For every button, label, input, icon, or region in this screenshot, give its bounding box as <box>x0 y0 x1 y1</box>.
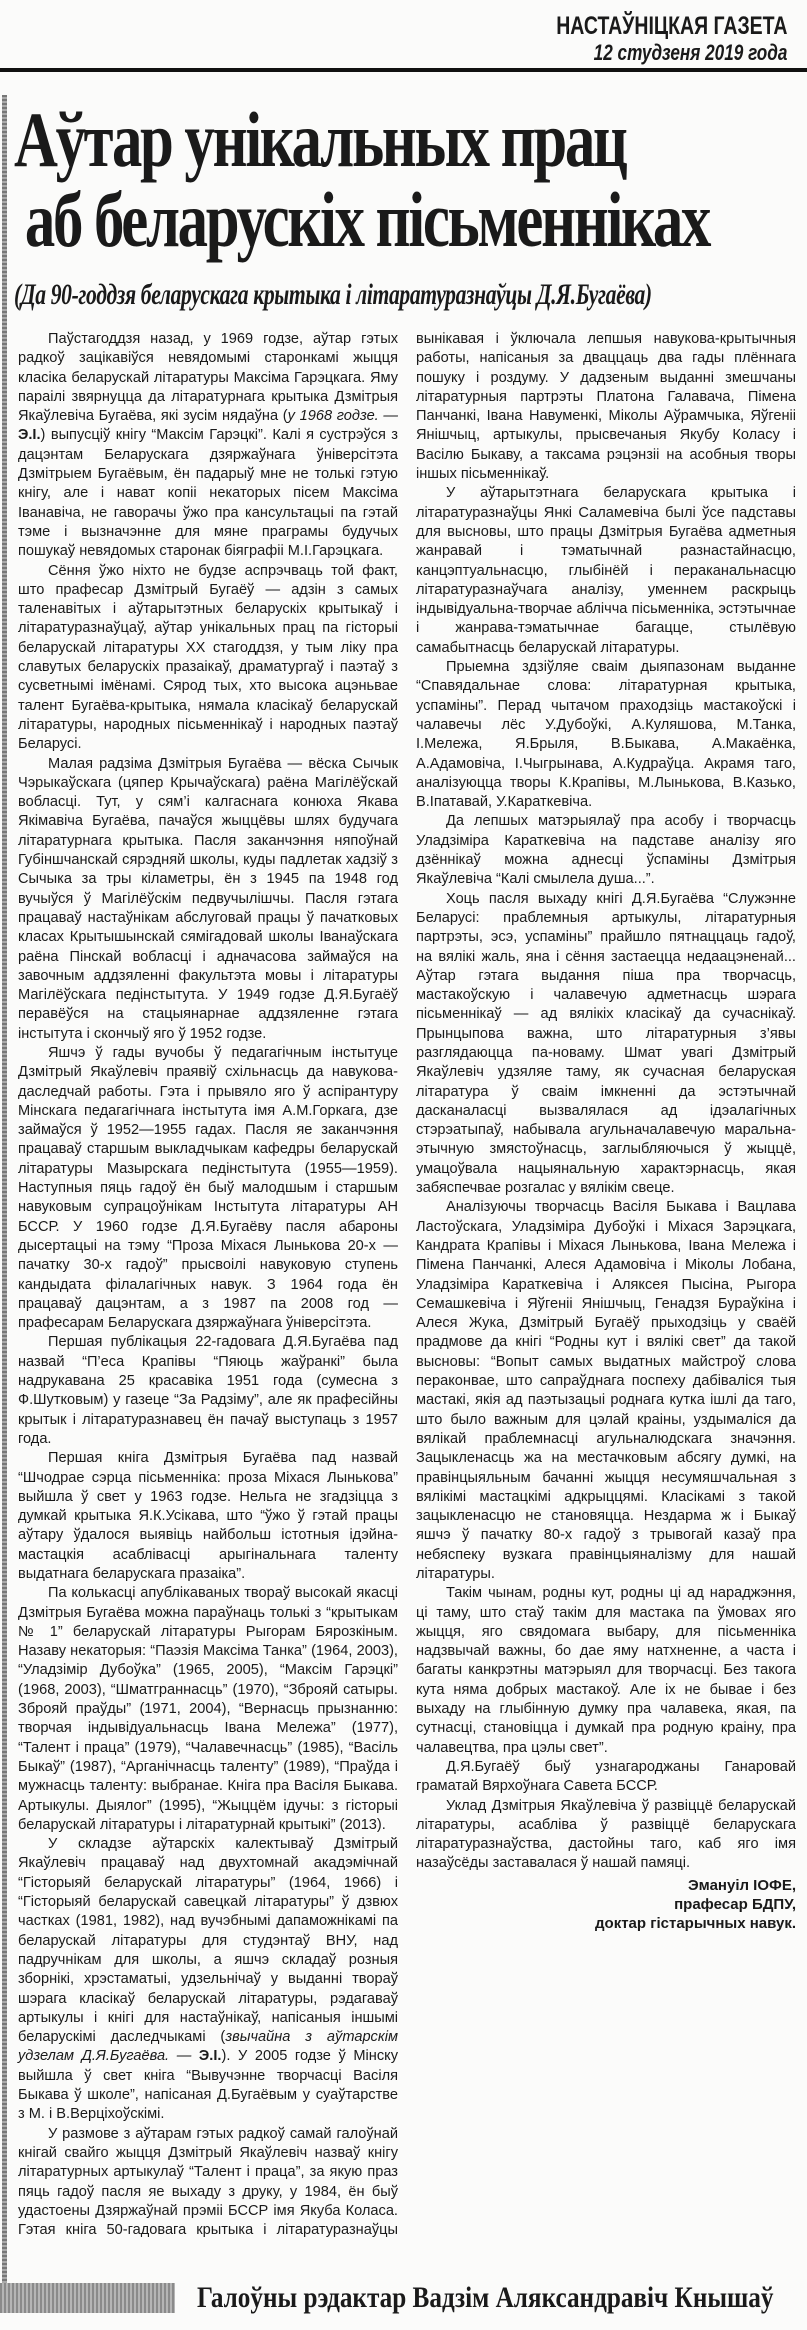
title-line-1: Аўтар унікальных прац <box>14 96 626 183</box>
author-name: Эмануіл ІОФЕ, <box>688 1876 796 1894</box>
paragraph: Уклад Дзмітрыя Якаўлевіча ў развіццё беларускай літаратуры, асабліва ў развіццё беларускага літаратуразнаўства, дастойны таго, каб яго імя назаўсёды заставалася ў нашай памяці. <box>416 1797 796 1872</box>
paragraph: Прыемна здзіўляе сваім дыяпазонам выданне “Спавядальнае слова: літаратурная крытыка, успаміны”. Перад чытачом праходзіць мастакоўскі і чалавечы лёс У.Дубоўкі, А.Куляшова, М.Танка, І.Мележа, Я.Брыля, В.Быкава, А.Макаёнка, А.Адамовіча, І.Чыгрынава, А.Кудраўца. Акрамя таго, аналізуюцца творы К.Крапівы, М.Лынькова, В.Казько, В.Іпатавай, У.Караткевіча. <box>416 659 796 811</box>
author-degree: доктар гістарычных навук. <box>595 1914 796 1932</box>
paragraph: Першая кніга Дзмітрыя Бугаёва пад назвай “Шчодрае сэрца пісьменніка: проза Міхася Лынькова” выйшла ў свет у 1963 годзе. Нельга не згадзіцца з думкай крытыка Я.К.Усікава, што “ўжо ў гэтай працы аўтару ўдалося выявіць найбольш істотныя ідэйна-мастацкія асаблівасці арыгінальнага таленту выдатнага беларускага празаіка”. <box>18 1450 398 1582</box>
paragraph: Паўстагоддзя назад, у 1969 годзе, аўтар гэтых радкоў зацікавіўся невядомымі старонкамі жыцця класіка беларускай літаратуры Максіма Гарэцкага. Яму параілі звярнуцца да літаратурнага крытыка Дзмітрыя Якаўлевіча Бугаёва, які зусім нядаўна (у 1968 годзе. — Э.І.) выпусціў кнігу “Максім Гарэцкі”. Калі я сустрэўся з дацэнтам Беларускага дзяржаўнага ўніверсітэта Дзмітрыем Бугаёвым, ён падарыў мне не толькі гэтую кнігу, але і нават копіі некаторых пісем Максіма Іванавіча, не гаворачы ўжо пра кансультацыі па гэтай тэме і вызначэнне для мяне праграмы будучых пошукаў невядомых старонак біяграфіі М.І.Гарэцкага. <box>18 331 399 560</box>
article-title <box>14 96 710 263</box>
issue-date: 12 студзеня 2019 года <box>593 40 787 65</box>
paragraph: Па колькасці апублікаваных твораў высокай якасці Дзмітрыя Бугаёва можна параўнаць толькі з “крытыкам № 1” беларускай літаратуры Рыгорам Бярозкіным. Назаву некаторыя: “Паэзія Максіма Танка” (1964, 2003), “Уладзімір Дубоўка” (1965, 2005), “Максім Гарэцкі” (1968, 2003), “Шматграннасць” (1970), “Зброяй сатыры. Зброяй праўды” (1971, 2004), “Вернасць прызнанню: творчая індывідуальнасць Івана Мележа” (1977), “Талент і праца” (1979), “Чалавечнасць” (1985), “Васіль Быкаў” (1987), “Арганічнасць таленту” (1989), “Праўда і мужнасць таленту: выбранае. Кніга пра Васіля Быкава. Артыкулы. Дыялог” (1995), “Жыццём ідучы: з гісторыі беларускай літаратуры і літаратурнай крытыкі” (2013). <box>18 1585 398 1833</box>
masthead <box>491 12 787 66</box>
newspaper-name: НАСТАЎНІЦКАЯ ГАЗЕТА <box>555 12 787 40</box>
title-line-2: аб беларускіх пісьменніках <box>24 176 710 263</box>
author-position: прафесар БДПУ, <box>674 1895 796 1913</box>
paragraph: Да лепшых матэрыялаў пра асобу і творчасць Уладзіміра Караткевіча на падставе аналізу яго дзённікаў можна аднесці ўспаміны Дзмітрыя Якаўлевіча “Калі смылела душа...”. <box>416 813 796 888</box>
paragraph: Малая радзіма Дзмітрыя Бугаёва — вёска Сычык Чэрыкаўскага (цяпер Крычаўскага) раёна Магілёўскай вобласці. Тут, у сям’і калгаснага конюха Якава Якімавіча Бугаёва, пачаўся жыццёвы шлях будучага літаратурнага крытыка. Пасля заканчэння няпоўнай Губіншчанскай сярэдняй школы, куды падлетак хадзіў з Сычыка за тры кіламетры, ён з 1945 па 1948 год вучыўся ў Магілёўскім педвучылішчы. Пасля гэтага працаваў настаўнікам абслуговай працы ў пачатковых класах Крытышынскай сямігадовай школы Іванаўскага раёна Пінскай вобласці і адначасова займаўся на завочным аддзяленні факультэта мовы і літаратуры Магілёўскага педінстытута. У 1949 годзе Д.Я.Бугаёў перавёўся на стацыянарнае аддзяленне гэтага інстытута і скончыў яго ў 1952 годзе. <box>18 755 398 1042</box>
footer-decorative-bar <box>0 2283 175 2313</box>
article-subtitle: (Да 90-годдзя беларускага крытыка і літаратуразнаўцы Д.Я.Бугаёва) <box>14 278 652 311</box>
paragraph: Д.Я.Бугаёў быў узнагароджаны Ганаровай граматай Вярхоўнага Савета БССР. <box>416 1758 796 1795</box>
editor-in-chief: Галоўны рэдактар Вадзім Аляксандравіч Кнышаў <box>197 2281 774 2314</box>
paragraph: Першая публікацыя 22-гадовага Д.Я.Бугаёва пад назвай “П’еса Крапівы “Пяюць жаўранкі” была надрукавана 25 красавіка 1951 года (сумесна з Ф.Шутковым) у газеце “За Радзіму”, але як прафесійны крытык і літаратуразнавец ён пачаў выступаць з 1957 года. <box>18 1334 398 1447</box>
paragraph: Яшчэ ў гады вучобы ў педагагічным інстытуце Дзмітрый Якаўлевіч праявіў схільнасць да навукова-даследчай работы. Гэта і прывяло яго ў аспірантуру Мінскага педагагічнага інстытута імя А.М.Горкага, дзе займаўся ў 1952—1955 гадах. Пасля яе заканчэння працаваў старшым выкладчыкам кафедры беларускай літаратуры Мазырскага педінстытута (1955—1959). Наступныя пяць гадоў ён быў малодшым і старшым навуковым супрацоўнікам Інстытута літаратуры АН БССР. У 1960 годзе Д.Я.Бугаёву пасля абароны дысертацыі на тэму “Проза Міхася Лынькова 20-х — пачатку 30-х гадоў” прысвоілі навуковую ступень кандыдата філалагічных навук. З 1964 года ён працаваў дацэнтам, а з 1987 па 2008 год — прафесарам Беларускага дзяржаўнага ўніверсітэта. <box>18 1044 398 1332</box>
paragraph: Хоць пасля выхаду кнігі Д.Я.Бугаёва “Служэнне Беларусі: праблемныя артыкулы, літаратурныя партрэты, эсэ, успаміны” прайшло пятнаццаць гадоў, на вялікі жаль, яна і сёння застаецца недаацэненай... Аўтар гэтага выдання піша пра творчасць, мастакоўскую і чалавечую адметнасць шэрага пісьменнікаў — ад вялікіх класікаў да сучаснікаў. Прынцыпова важна, што літаратурныя з’явы разглядаюцца па-новаму. Шмат увагі Дзмітрый Якаўлевіч удзяляе таму, як сучасная беларуская літаратура ў сваім імкненні да эстэтычнай дасканаласці вызвалялася ад ідэалагічных стэрэатыпаў, набывала агульначалавечую маральна-этычную змястоўнасць, заглыбляючыся ў жыццё, умацоўвала нацыянальную характэрнасць, якая забяспечвае розгалас у вялікім свеце. <box>416 890 796 1197</box>
paragraph: У складзе аўтарскіх калектываў Дзмітрый Якаўлевіч працаваў над двухтомнай акадэмічнай “Гісторыяй беларускай літаратуры” (1964, 1966) і “Гісторыяй беларускай савецкай літаратуры” ў дзвюх частках (1981, 1982), над вучэбнымі дапаможнікамі па беларускай літаратуры для студэнтаў ВНУ, над падручнікам для школы, а яшчэ складаў розныя зборнікі, хрэстаматыі, удзельнічаў у выданні твораў шэрага класікаў беларускай літаратуры, рэдагаваў артыкулы і кнігі для настаўнікаў, напісаныя іншымі беларускімі даследчыкамі (звычайна з аўтарскім удзелам Д.Я.Бугаёва. — Э.І.). У 2005 годзе ў Мінску выйшла ў свет кніга “Вывучэнне творчасці Васіля Быкава ў школе”, напісаная Д.Бугаёвым у суаўтарстве з М. і В.Верціхоўскімі. <box>18 1836 399 2123</box>
left-border-stripe <box>2 95 7 2290</box>
paragraph: Такім чынам, родны кут, родны ці ад нараджэння, ці таму, што стаў такім для мастака па ўмовах яго жыцця, яго свядомага выбару, для пісьменніка надзвычай важны, бо дае яму натхненне, а часта і багаты канкрэтны матэрыял для творчасці. Без такога кута няма добрых мастакоў. Але іх не бывае і без выхаду на глыбінную думку пра чалавека, якая, па сутнасці, становіцца і думкай пра родную краіну, пра чалавецтва, пра цэлы свет”. <box>416 1585 796 1756</box>
article-body <box>18 330 796 2245</box>
paragraph: Аналізуючы творчасць Васіля Быкава і Вацлава Ластоўскага, Уладзіміра Дубоўкі і Міхася Зарэцкага, Кандрата Крапівы і Міхася Лынькова, Івана Мележа і Пімена Панчанкі, Алеся Адамовіча і Міколы Лобана, Уладзіміра Караткевіча і Аляксея Пысіна, Рыгора Семашкевіча і Яўгеніі Янішчыц, Генадзя Бураўкіна і Алеся Жука, Дзмітрый Бугаёў прыходзіць у сваёй прадмове да кнігі “Родны кут і вялікі свет” да такой высновы: “Вопыт самых выдатных майстроў слова пераконвае, што сапраўднага поспеху дабіваліся тыя мастакі, якія ад паэтызацыі роднага кутка ішлі да таго, што было важным для цэлай краіны, уздымаліся да вялікай праблемнасці агульналюдскага значэння. Зацыкленасць жа на местачковым абсягу думкі, на правінцыяльным бачанні жыцця несумяшчальная з вялікімі мастацкімі адкрыццямі. Класікамі з такой зацыкленасцю не становяцца. Нездарма ж і Быкаў яшчэ ў пачатку 80-х гадоў з трывогай казаў пра небяспеку вузкага правінцыяналізму для нашай літаратуры. <box>416 1199 796 1582</box>
header-rule <box>0 68 807 72</box>
paragraph: У размове з аўтарам гэтых радкоў самай галоўнай кнігай свайго жыцця Дзмітрый Якаўлевіч назваў кнігу літаратурных артыкулаў “Талент і праца”, за якую праз пяць гадоў пасля яе выхаду з друку, у 1984, ён быў удастоены Дзяржаўнай прэміі БССР імя Якуба Коласа. Гэтая кніга 50-гадовага крытыка і літаратуразнаўцы вынікавая і ўключала лепшыя навукова-крытычныя работы, напісаныя за дваццаць два гады плённага пошуку і роздуму. У дадзеным выданні змешчаны літаратурныя партрэты Платона Галавача, Пімена Панчанкі, Івана Навуменкі, Міколы Аўрамчыка, Яўгеніі Янішчыц, артыкулы, прысвечаныя Якубу Коласу і Васілю Быкаву, а таксама рэцэнзіі на асобныя творы іншых пісьменнікаў. <box>18 331 796 2239</box>
author-signature <box>416 1876 796 1933</box>
paragraph: Сёння ўжо ніхто не будзе аспрэчваць той факт, што прафесар Дзмітрый Бугаёў — адзін з самых таленавітых і аўтарытэтных беларускіх крытыкаў і літаратуразнаўцаў, аўтар унікальных прац па гісторыі беларускай літаратуры XX стагоддзя, у тым ліку пра славутых беларускіх празаікаў, драматургаў і паэтаў з сусветнымі імёнамі. Сярод тых, хто высока ацэньвае талент Бугаёва-крытыка, нямала класікаў беларускай літаратуры, народных пісьменнікаў і народных паэтаў Беларусі. <box>18 562 398 753</box>
paragraph: У аўтарытэтнага беларускага крытыка і літаратуразнаўцы Янкі Саламевіча былі ўсе падставы для высновы, што працы Дзмітрыя Бугаёва адметныя жанравай і тэматычнай разнастайнасцю, канцэптуальнасцю, глыбінёй і пераканальнасцю літаратуразнаўчага аналізу, уменнем раскрыць індывідуальна-творчае аблічча пісьменніка, эстэтычнае і жанрава-тэматычнае багацце, стылёвую самабытнасць беларускай літаратуры. <box>416 485 796 656</box>
